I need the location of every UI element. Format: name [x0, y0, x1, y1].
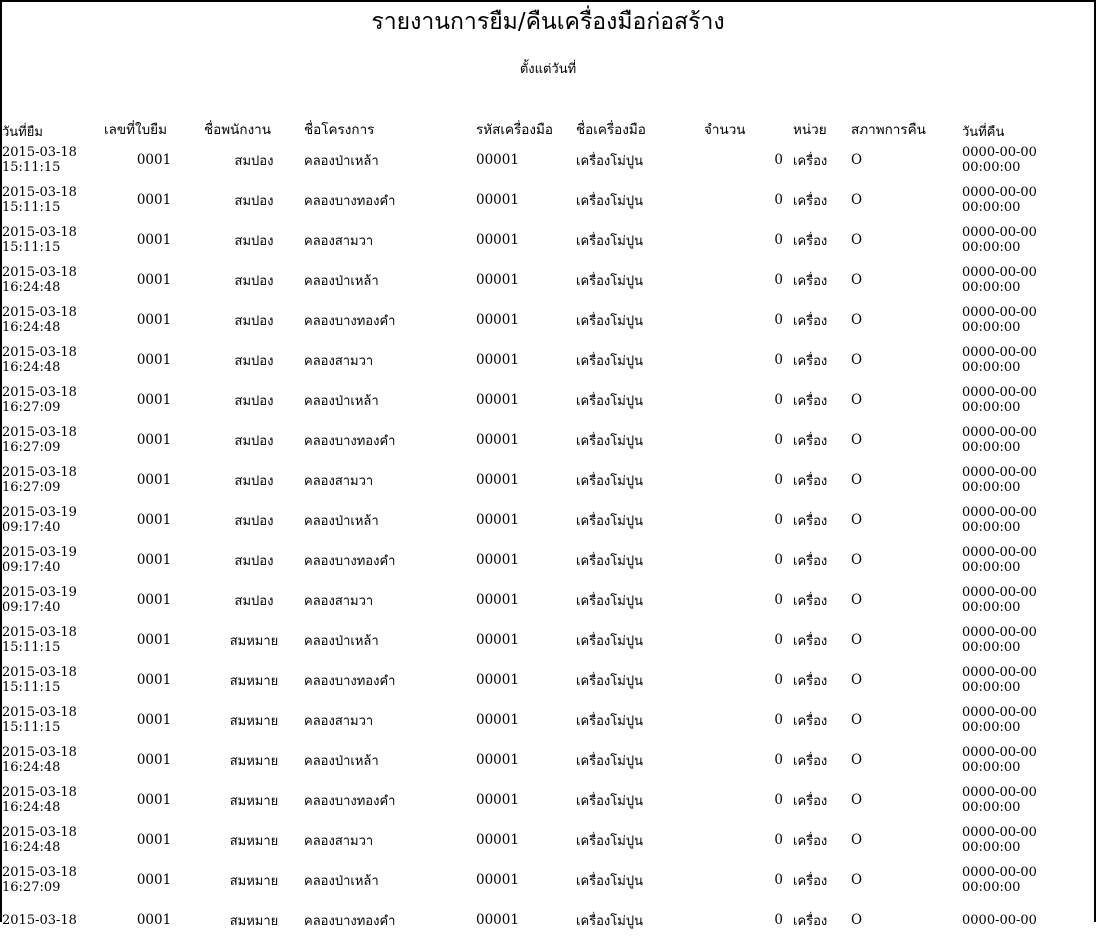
cell-unit: เครื่อง: [793, 153, 828, 169]
cell-slip-no: 0001: [136, 312, 172, 328]
cell-employee: สมปอง: [234, 393, 274, 409]
cell-quantity: 0: [774, 792, 783, 808]
cell-quantity: 0: [774, 552, 783, 568]
cell-return-date: 0000-00-00: [962, 912, 1037, 928]
cell-tool-name: เครื่องโม่ปูน: [576, 713, 643, 729]
table-header-row: [2, 114, 1078, 140]
cell-tool-name: เครื่องโม่ปูน: [576, 433, 643, 449]
cell-quantity: 0: [774, 312, 783, 328]
cell-quantity: 0: [774, 712, 783, 728]
cell-quantity: 0: [774, 632, 783, 648]
cell-unit: เครื่อง: [793, 393, 828, 409]
cell-tool-name: เครื่องโม่ปูน: [576, 913, 643, 929]
cell-slip-no: 0001: [136, 592, 172, 608]
cell-return-date: 0000-00-00 00:00:00: [962, 225, 1037, 255]
cell-employee: สมปอง: [234, 553, 274, 569]
table-row: [2, 180, 1078, 220]
cell-borrow-date: 2015-03-19 09:17:40: [2, 505, 77, 535]
cell-quantity: 0: [774, 672, 783, 688]
cell-slip-no: 0001: [136, 712, 172, 728]
cell-quantity: 0: [774, 152, 783, 168]
header-borrow-date: วันที่ยืม: [2, 125, 43, 140]
cell-quantity: 0: [774, 232, 783, 248]
cell-unit: เครื่อง: [793, 713, 828, 729]
cell-quantity: 0: [774, 472, 783, 488]
cell-borrow-date: 2015-03-18 16:27:09: [2, 425, 77, 455]
cell-return-date: 0000-00-00 00:00:00: [962, 665, 1037, 695]
cell-borrow-date: 2015-03-19 09:17:40: [2, 545, 77, 575]
table-row: [2, 540, 1078, 580]
cell-borrow-date: 2015-03-18 15:11:15: [2, 705, 77, 735]
cell-project: คลองบางทองคำ: [304, 553, 396, 569]
cell-slip-no: 0001: [136, 352, 172, 368]
header-employee: ชื่อพนักงาน: [204, 122, 271, 138]
cell-slip-no: 0001: [136, 392, 172, 408]
cell-employee: สมหมาย: [229, 873, 279, 889]
cell-return-date: 0000-00-00 00:00:00: [962, 345, 1037, 375]
cell-project: คลองสามวา: [304, 833, 374, 849]
cell-return-status: O: [851, 752, 863, 768]
cell-employee: สมหมาย: [229, 633, 279, 649]
cell-slip-no: 0001: [136, 872, 172, 888]
cell-borrow-date: 2015-03-18 15:11:15: [2, 145, 77, 175]
cell-return-date: 0000-00-00 00:00:00: [962, 825, 1037, 855]
cell-unit: เครื่อง: [793, 873, 828, 889]
cell-tool-name: เครื่องโม่ปูน: [576, 313, 643, 329]
cell-employee: สมปอง: [234, 473, 274, 489]
cell-quantity: 0: [774, 912, 783, 928]
cell-tool-code: 00001: [476, 352, 519, 368]
cell-slip-no: 0001: [136, 672, 172, 688]
cell-borrow-date: 2015-03-18 15:11:15: [2, 185, 77, 215]
cell-return-status: O: [851, 672, 863, 688]
cell-return-status: O: [851, 232, 863, 248]
cell-employee: สมหมาย: [229, 913, 279, 929]
header-tool-code: รหัสเครื่องมือ: [476, 122, 553, 138]
cell-return-status: O: [851, 792, 863, 808]
cell-project: คลองสามวา: [304, 713, 374, 729]
cell-slip-no: 0001: [136, 752, 172, 768]
cell-borrow-date: 2015-03-18 16:24:48: [2, 785, 77, 815]
cell-tool-name: เครื่องโม่ปูน: [576, 873, 643, 889]
cell-slip-no: 0001: [136, 472, 172, 488]
cell-unit: เครื่อง: [793, 833, 828, 849]
report-table: [2, 114, 1078, 940]
cell-project: คลองบางทองคำ: [304, 433, 396, 449]
cell-tool-name: เครื่องโม่ปูน: [576, 353, 643, 369]
cell-return-date: 0000-00-00 00:00:00: [962, 425, 1037, 455]
cell-tool-name: เครื่องโม่ปูน: [576, 513, 643, 529]
cell-tool-code: 00001: [476, 232, 519, 248]
cell-tool-code: 00001: [476, 872, 519, 888]
cell-tool-code: 00001: [476, 752, 519, 768]
cell-return-date: 0000-00-00 00:00:00: [962, 185, 1037, 215]
cell-tool-name: เครื่องโม่ปูน: [576, 633, 643, 649]
table-row: [2, 580, 1078, 620]
cell-employee: สมหมาย: [229, 673, 279, 689]
cell-borrow-date: 2015-03-18 16:24:48: [2, 305, 77, 335]
cell-quantity: 0: [774, 352, 783, 368]
cell-unit: เครื่อง: [793, 473, 828, 489]
cell-unit: เครื่อง: [793, 193, 828, 209]
cell-tool-name: เครื่องโม่ปูน: [576, 793, 643, 809]
cell-unit: เครื่อง: [793, 513, 828, 529]
cell-project: คลองบางทองคำ: [304, 913, 396, 929]
cell-slip-no: 0001: [136, 792, 172, 808]
cell-slip-no: 0001: [136, 552, 172, 568]
cell-tool-code: 00001: [476, 832, 519, 848]
cell-return-date: 0000-00-00 00:00:00: [962, 785, 1037, 815]
table-row: [2, 860, 1078, 900]
cell-slip-no: 0001: [136, 152, 172, 168]
cell-project: คลองป่าเหล้า: [304, 513, 379, 529]
cell-borrow-date: 2015-03-18 16:27:09: [2, 385, 77, 415]
cell-return-date: 0000-00-00 00:00:00: [962, 745, 1037, 775]
cell-tool-code: 00001: [476, 392, 519, 408]
cell-borrow-date: 2015-03-18 16:27:09: [2, 465, 77, 495]
header-return-status: สภาพการคืน: [851, 122, 926, 138]
table-row: [2, 300, 1078, 340]
cell-slip-no: 0001: [136, 912, 172, 928]
cell-tool-code: 00001: [476, 712, 519, 728]
cell-tool-code: 00001: [476, 512, 519, 528]
cell-tool-code: 00001: [476, 592, 519, 608]
table-row: [2, 340, 1078, 380]
cell-tool-code: 00001: [476, 192, 519, 208]
cell-borrow-date: 2015-03-19 09:17:40: [2, 585, 77, 615]
cell-tool-code: 00001: [476, 912, 519, 928]
table-row: [2, 500, 1078, 540]
cell-employee: สมปอง: [234, 153, 274, 169]
cell-tool-code: 00001: [476, 632, 519, 648]
cell-tool-name: เครื่องโม่ปูน: [576, 833, 643, 849]
header-return-date: วันที่คืน: [962, 125, 1005, 140]
table-row: [2, 700, 1078, 740]
cell-project: คลองป่าเหล้า: [304, 153, 379, 169]
cell-return-date: 0000-00-00 00:00:00: [962, 265, 1037, 295]
cell-project: คลองสามวา: [304, 593, 374, 609]
cell-borrow-date: 2015-03-18 16:24:48: [2, 345, 77, 375]
cell-tool-name: เครื่องโม่ปูน: [576, 393, 643, 409]
cell-return-date: 0000-00-00 00:00:00: [962, 705, 1037, 735]
header-slip-no: เลขที่ใบยืม: [104, 122, 167, 138]
cell-tool-name: เครื่องโม่ปูน: [576, 553, 643, 569]
table-row: [2, 380, 1078, 420]
cell-unit: เครื่อง: [793, 593, 828, 609]
cell-borrow-date: 2015-03-18 16:24:48: [2, 265, 77, 295]
table-row: [2, 820, 1078, 860]
cell-unit: เครื่อง: [793, 913, 828, 929]
cell-borrow-date: 2015-03-18 15:11:15: [2, 625, 77, 655]
cell-tool-code: 00001: [476, 312, 519, 328]
cell-quantity: 0: [774, 872, 783, 888]
cell-unit: เครื่อง: [793, 433, 828, 449]
cell-return-date: 0000-00-00 00:00:00: [962, 505, 1037, 535]
cell-tool-code: 00001: [476, 272, 519, 288]
cell-tool-code: 00001: [476, 152, 519, 168]
cell-project: คลองสามวา: [304, 233, 374, 249]
cell-project: คลองป่าเหล้า: [304, 393, 379, 409]
cell-tool-code: 00001: [476, 472, 519, 488]
header-project: ชื่อโครงการ: [304, 122, 375, 138]
table-row: [2, 660, 1078, 700]
cell-tool-name: เครื่องโม่ปูน: [576, 473, 643, 489]
cell-unit: เครื่อง: [793, 673, 828, 689]
table-row: [2, 220, 1078, 260]
cell-tool-name: เครื่องโม่ปูน: [576, 593, 643, 609]
cell-unit: เครื่อง: [793, 553, 828, 569]
cell-return-date: 0000-00-00 00:00:00: [962, 305, 1037, 335]
cell-unit: เครื่อง: [793, 273, 828, 289]
cell-tool-code: 00001: [476, 792, 519, 808]
cell-tool-name: เครื่องโม่ปูน: [576, 673, 643, 689]
cell-return-date: 0000-00-00 00:00:00: [962, 465, 1037, 495]
cell-employee: สมปอง: [234, 433, 274, 449]
cell-project: คลองสามวา: [304, 353, 374, 369]
cell-return-status: O: [851, 512, 863, 528]
cell-employee: สมหมาย: [229, 753, 279, 769]
table-row: [2, 460, 1078, 500]
cell-borrow-date: 2015-03-18 16:24:48: [2, 745, 77, 775]
cell-employee: สมหมาย: [229, 713, 279, 729]
cell-return-date: 0000-00-00 00:00:00: [962, 625, 1037, 655]
cell-return-status: O: [851, 472, 863, 488]
cell-quantity: 0: [774, 192, 783, 208]
cell-quantity: 0: [774, 752, 783, 768]
cell-return-status: O: [851, 312, 863, 328]
cell-unit: เครื่อง: [793, 353, 828, 369]
cell-borrow-date: 2015-03-18 15:11:15: [2, 225, 77, 255]
cell-employee: สมปอง: [234, 513, 274, 529]
cell-return-date: 0000-00-00 00:00:00: [962, 545, 1037, 575]
cell-quantity: 0: [774, 392, 783, 408]
cell-borrow-date: 2015-03-18 15:11:15: [2, 665, 77, 695]
table-row: [2, 260, 1078, 300]
cell-employee: สมหมาย: [229, 793, 279, 809]
cell-employee: สมปอง: [234, 353, 274, 369]
table-row: [2, 900, 1078, 940]
cell-return-status: O: [851, 872, 863, 888]
header-unit: หน่วย: [793, 122, 827, 138]
cell-slip-no: 0001: [136, 512, 172, 528]
cell-unit: เครื่อง: [793, 313, 828, 329]
table-row: [2, 780, 1078, 820]
cell-return-status: O: [851, 152, 863, 168]
cell-quantity: 0: [774, 832, 783, 848]
cell-slip-no: 0001: [136, 832, 172, 848]
cell-slip-no: 0001: [136, 192, 172, 208]
cell-return-status: O: [851, 352, 863, 368]
cell-borrow-date: 2015-03-18 16:24:48: [2, 825, 77, 855]
cell-tool-name: เครื่องโม่ปูน: [576, 273, 643, 289]
cell-project: คลองป่าเหล้า: [304, 753, 379, 769]
cell-return-status: O: [851, 912, 863, 928]
cell-employee: สมปอง: [234, 273, 274, 289]
cell-return-status: O: [851, 632, 863, 648]
cell-project: คลองบางทองคำ: [304, 793, 396, 809]
cell-project: คลองบางทองคำ: [304, 193, 396, 209]
table-row: [2, 740, 1078, 780]
cell-slip-no: 0001: [136, 432, 172, 448]
cell-tool-code: 00001: [476, 672, 519, 688]
cell-tool-code: 00001: [476, 552, 519, 568]
cell-project: คลองป่าเหล้า: [304, 273, 379, 289]
cell-return-status: O: [851, 392, 863, 408]
report-title: รายงานการยืม/คืนเครื่องมือก่อสร้าง: [371, 9, 725, 35]
cell-employee: สมปอง: [234, 593, 274, 609]
cell-return-status: O: [851, 272, 863, 288]
cell-return-date: 0000-00-00 00:00:00: [962, 585, 1037, 615]
report-date-range-label: ตั้งแต่วันที่: [519, 62, 577, 77]
cell-unit: เครื่อง: [793, 233, 828, 249]
cell-project: คลองบางทองคำ: [304, 313, 396, 329]
cell-quantity: 0: [774, 432, 783, 448]
cell-borrow-date: 2015-03-18: [2, 912, 77, 928]
cell-slip-no: 0001: [136, 272, 172, 288]
cell-tool-name: เครื่องโม่ปูน: [576, 153, 643, 169]
cell-tool-name: เครื่องโม่ปูน: [576, 753, 643, 769]
table-row: [2, 620, 1078, 660]
cell-employee: สมหมาย: [229, 833, 279, 849]
cell-project: คลองสามวา: [304, 473, 374, 489]
cell-return-date: 0000-00-00 00:00:00: [962, 385, 1037, 415]
cell-tool-name: เครื่องโม่ปูน: [576, 233, 643, 249]
header-tool-name: ชื่อเครื่องมือ: [576, 122, 646, 138]
cell-unit: เครื่อง: [793, 793, 828, 809]
cell-slip-no: 0001: [136, 632, 172, 648]
cell-quantity: 0: [774, 592, 783, 608]
cell-employee: สมปอง: [234, 233, 274, 249]
cell-return-date: 0000-00-00 00:00:00: [962, 865, 1037, 895]
cell-quantity: 0: [774, 272, 783, 288]
table-body: [2, 140, 1078, 940]
cell-borrow-date: 2015-03-18 16:27:09: [2, 865, 77, 895]
cell-return-date: 0000-00-00 00:00:00: [962, 145, 1037, 175]
cell-project: คลองป่าเหล้า: [304, 633, 379, 649]
cell-project: คลองป่าเหล้า: [304, 873, 379, 889]
cell-quantity: 0: [774, 512, 783, 528]
cell-unit: เครื่อง: [793, 753, 828, 769]
cell-employee: สมปอง: [234, 193, 274, 209]
cell-return-status: O: [851, 432, 863, 448]
cell-return-status: O: [851, 552, 863, 568]
cell-return-status: O: [851, 192, 863, 208]
cell-tool-name: เครื่องโม่ปูน: [576, 193, 643, 209]
cell-return-status: O: [851, 712, 863, 728]
cell-employee: สมปอง: [234, 313, 274, 329]
table-row: [2, 420, 1078, 460]
header-quantity: จำนวน: [704, 122, 746, 138]
table-row: [2, 140, 1078, 180]
cell-return-status: O: [851, 592, 863, 608]
cell-unit: เครื่อง: [793, 633, 828, 649]
cell-slip-no: 0001: [136, 232, 172, 248]
cell-tool-code: 00001: [476, 432, 519, 448]
cell-return-status: O: [851, 832, 863, 848]
cell-project: คลองบางทองคำ: [304, 673, 396, 689]
